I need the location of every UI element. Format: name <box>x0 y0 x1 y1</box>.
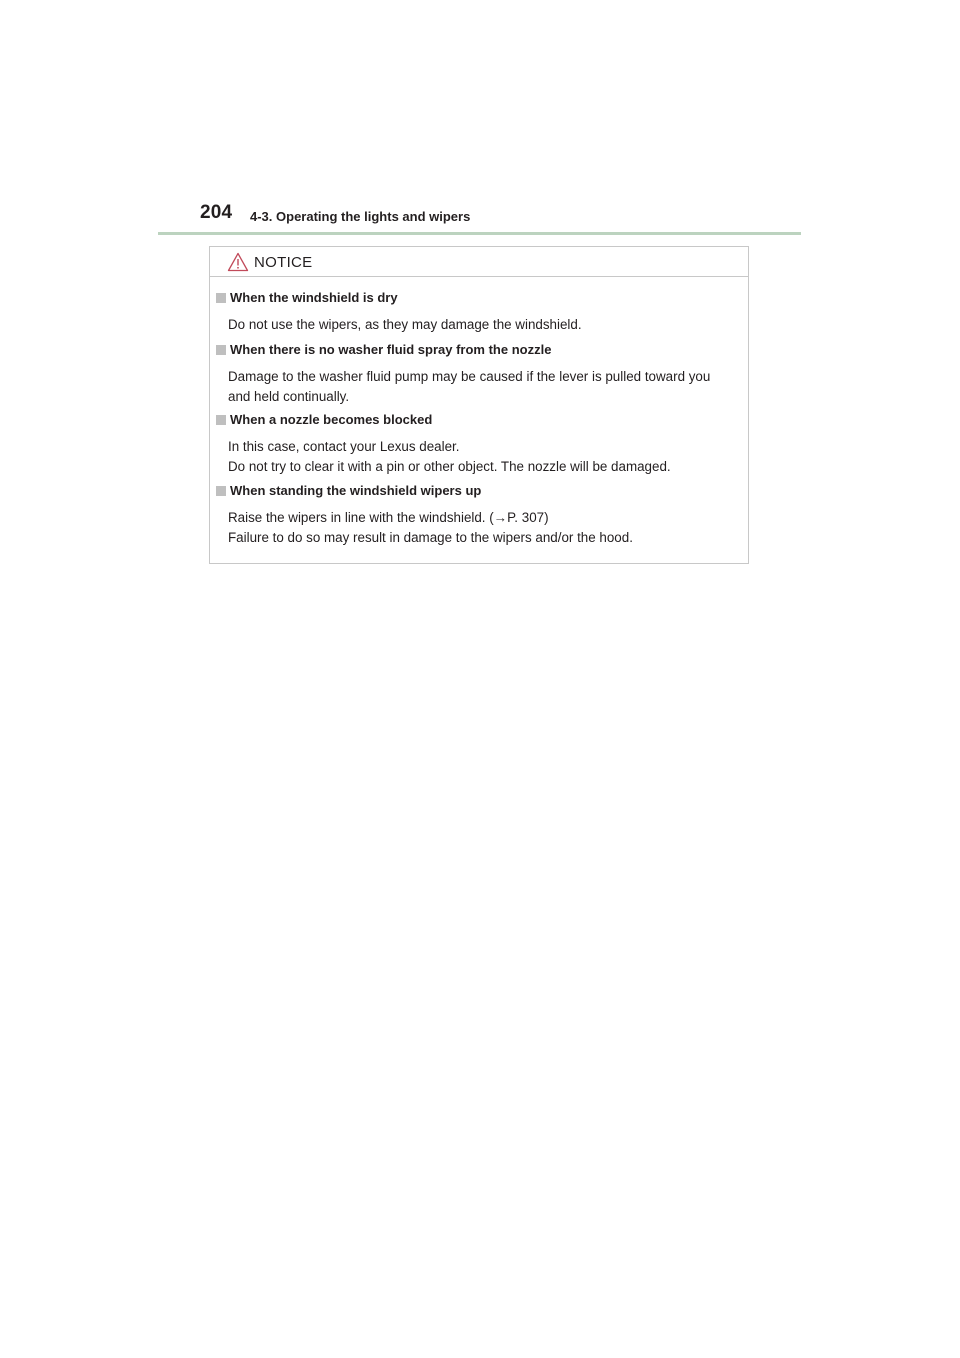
notice-title: NOTICE <box>254 254 313 271</box>
item-line: Failure to do so may result in damage to the wipers and/or the hood. <box>228 530 633 545</box>
item-line: and held continually. <box>228 389 350 404</box>
notice-header <box>210 247 748 277</box>
item-heading-text: When standing the windshield wipers up <box>230 483 482 498</box>
item-heading-text: When a nozzle becomes blocked <box>230 412 433 427</box>
warning-triangle-icon <box>227 252 249 272</box>
page-number: 204 <box>200 202 233 223</box>
page-header <box>158 200 801 236</box>
item-text <box>228 315 744 335</box>
item-heading <box>216 290 398 305</box>
square-bullet-icon <box>216 345 226 355</box>
square-bullet-icon <box>216 415 226 425</box>
item-line: Do not try to clear it with a pin or other object. The nozzle will be damaged. <box>228 459 671 474</box>
item-heading <box>216 483 481 498</box>
item-text <box>228 437 744 477</box>
square-bullet-icon <box>216 293 226 303</box>
item-line: Do not use the wipers, as they may damage the windshield. <box>228 317 582 332</box>
header-divider <box>158 232 801 235</box>
item-line: Raise the wipers in line with the windshield. (→P. 307) <box>228 510 549 525</box>
item-heading <box>216 412 432 427</box>
item-heading-text: When the windshield is dry <box>230 290 398 305</box>
square-bullet-icon <box>216 486 226 496</box>
item-heading-text: When there is no washer fluid spray from the nozzle <box>230 342 552 357</box>
item-line: Damage to the washer fluid pump may be caused if the lever is pulled toward you <box>228 369 711 384</box>
item-heading <box>216 342 551 357</box>
item-text <box>228 367 744 407</box>
section-title: 4-3. Operating the lights and wipers <box>250 209 471 224</box>
item-text <box>228 508 744 548</box>
item-line: In this case, contact your Lexus dealer. <box>228 439 460 454</box>
notice-box <box>209 246 749 564</box>
